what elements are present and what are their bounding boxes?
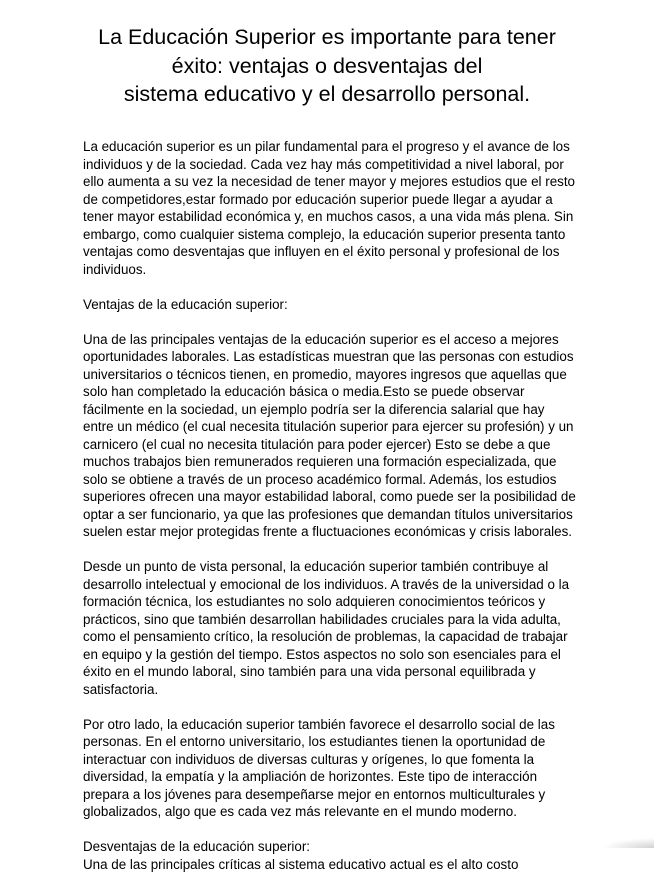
title-line: La Educación Superior es importante para tener: [20, 23, 634, 52]
text-line: suelen estar mejor protegidas frente a fluctuaciones económicas y crisis laborales.: [83, 523, 583, 541]
text-line: de competidores,estar formado por educación superior puede llegar a ayudar a: [83, 191, 583, 209]
social-development-paragraph: [83, 716, 583, 821]
title-line: éxito: ventajas o desventajas del: [20, 52, 634, 81]
text-line: Ventajas de la educación superior:: [83, 296, 583, 314]
text-line: Una de las principales ventajas de la educación superior es el acceso a mejores: [83, 331, 583, 349]
text-line: ventajas como desventajas que influyen en el éxito personal y profesional de los: [83, 243, 583, 261]
text-line: como el pensamiento crítico, la resolución de problemas, la capacidad de trabajar: [83, 628, 583, 646]
title-line: sistema educativo y el desarrollo personal.: [20, 80, 634, 109]
advantages-paragraph: [83, 331, 583, 541]
personal-development-paragraph: [83, 558, 583, 698]
text-line: La educación superior es un pilar fundamental para el progreso y el avance de los: [83, 138, 583, 156]
page-corner-shadow: [602, 838, 654, 848]
text-line: solo han completado la educación básica o media.Esto se puede observar: [83, 383, 583, 401]
text-line: superiores ofrecen una mayor estabilidad laboral, como puede ser la posibilidad de: [83, 488, 583, 506]
text-line: optar a ser funcionario, ya que las profesiones que demandan títulos universitarios: [83, 506, 583, 524]
disadvantages-section: [83, 838, 583, 873]
text-line: carnicero (el cual no necesita titulación para poder ejercer) Esto se debe a que: [83, 436, 583, 454]
document-body: [83, 138, 583, 873]
text-line: desarrollo intelectual y emocional de los individuos. A través de la universidad o la: [83, 576, 583, 594]
text-line: formación técnica, los estudiantes no solo adquieren conocimientos teóricos y: [83, 593, 583, 611]
text-line: prepara a los jóvenes para desempeñarse mejor en entornos multiculturales y: [83, 786, 583, 804]
text-line: entre un médico (el cual necesita titulación superior para ejercer su profesión) y un: [83, 418, 583, 436]
text-line: Desde un punto de vista personal, la educación superior también contribuye al: [83, 558, 583, 576]
disadvantages-heading: Desventajas de la educación superior:: [83, 838, 583, 856]
text-line: individuos y de la sociedad. Cada vez hay más competitividad a nivel laboral, por: [83, 156, 583, 174]
text-line: tener mayor estabilidad económica y, en muchos casos, a una vida más plena. Sin: [83, 208, 583, 226]
text-line: embargo, como cualquier sistema complejo, la educación superior presenta tanto: [83, 226, 583, 244]
text-line: globalizados, algo que es cada vez más relevante en el mundo moderno.: [83, 803, 583, 821]
text-line: fácilmente en la sociedad, un ejemplo podría ser la diferencia salarial que hay: [83, 401, 583, 419]
text-line: ello aumenta a su vez la necesidad de tener mayor y mejores estudios que el resto: [83, 173, 583, 191]
text-line: personas. En el entorno universitario, los estudiantes tienen la oportunidad de: [83, 733, 583, 751]
text-line: individuos.: [83, 261, 583, 279]
text-line: solo se obtiene a través de un proceso académico formal. Además, los estudios: [83, 471, 583, 489]
text-line: Por otro lado, la educación superior también favorece el desarrollo social de las: [83, 716, 583, 734]
text-line: interactuar con individuos de diversas culturas y orígenes, lo que fomenta la: [83, 751, 583, 769]
advantages-heading: [83, 296, 583, 314]
text-line: Una de las principales críticas al sistema educativo actual es el alto costo: [83, 856, 583, 873]
intro-paragraph: [83, 138, 583, 278]
text-line: prácticos, sino que también desarrollan habilidades cruciales para la vida adulta,: [83, 611, 583, 629]
text-line: en equipo y la gestión del tiempo. Estos aspectos no solo son esenciales para el: [83, 646, 583, 664]
text-line: oportunidades laborales. Las estadísticas muestran que las personas con estudios: [83, 348, 583, 366]
text-line: muchos trabajos bien remunerados requieren una formación especializada, que: [83, 453, 583, 471]
document-title: [20, 23, 634, 109]
text-line: diversidad, la empatía y la ampliación de horizontes. Este tipo de interacción: [83, 768, 583, 786]
text-line: universitarios o técnicos tienen, en promedio, mayores ingresos que aquellas que: [83, 366, 583, 384]
text-line: éxito en el mundo laboral, sino también para una vida personal equilibrada y: [83, 663, 583, 681]
text-line: satisfactoria.: [83, 681, 583, 699]
